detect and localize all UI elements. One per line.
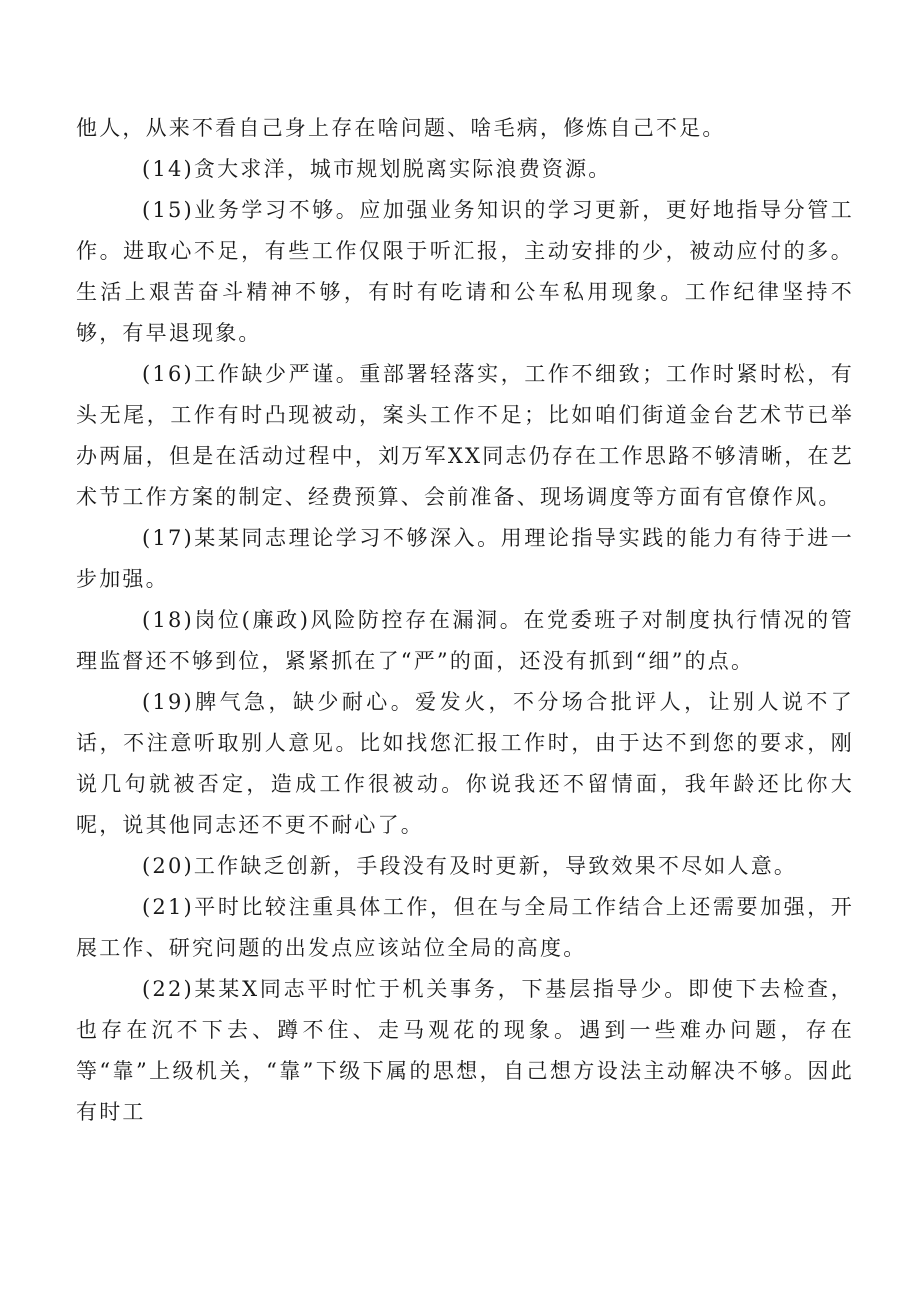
paragraph-16: (16)工作缺少严谨。重部署轻落实，工作不细致；工作时紧时松，有头无尾，工作有时凸现被动，案头工作不足；比如咱们街道金台艺术节已举办两届，但是在活动过程中，刘万军XX同志仍存在工作思路不够清晰，在艺术节工作方案的制定、经费预算、会前准备、现场调度等方面有官僚作风。	[76, 362, 854, 509]
paragraph-17: (17)某某同志理论学习不够深入。用理论指导实践的能力有待于进一步加强。	[76, 526, 854, 591]
paragraph-22: (22)某某X同志平时忙于机关事务，下基层指导少。即使下去检查，也存在沉不下去、蹲不住、走马观花的现象。遇到一些难办问题，存在等“靠”上级机关，“靠”下级下属的思想，自己想方设法主动解决不够。因此有时工	[76, 977, 854, 1124]
paragraph-15: (15)业务学习不够。应加强业务知识的学习更新，更好地指导分管工作。进取心不足，有些工作仅限于听汇报，主动安排的少，被动应付的多。生活上艰苦奋斗精神不够，有时有吃请和公车私用现象。工作纪律坚持不够，有早退现象。	[76, 198, 854, 345]
paragraph-19: (19)脾气急，缺少耐心。爱发火，不分场合批评人，让别人说不了话，不注意听取别人意见。比如找您汇报工作时，由于达不到您的要求，刚说几句就被否定，造成工作很被动。你说我还不留情面，我年龄还比你大呢，说其他同志还不更不耐心了。	[76, 690, 854, 837]
document-body	[76, 108, 854, 1133]
paragraph-continued: 他人，从来不看自己身上存在啥问题、啥毛病，修炼自己不足。	[76, 116, 726, 140]
paragraph-18: (18)岗位(廉政)风险防控存在漏洞。在党委班子对制度执行情况的管理监督还不够到位，紧紧抓在了“严”的面，还没有抓到“细”的点。	[76, 608, 854, 673]
paragraph-20: (20)工作缺乏创新，手段没有及时更新，导致效果不尽如人意。	[142, 854, 798, 878]
paragraph-21: (21)平时比较注重具体工作，但在与全局工作结合上还需要加强，开展工作、研究问题的出发点应该站位全局的高度。	[76, 895, 854, 960]
paragraph-14: (14)贪大求洋，城市规划脱离实际浪费资源。	[142, 157, 612, 181]
